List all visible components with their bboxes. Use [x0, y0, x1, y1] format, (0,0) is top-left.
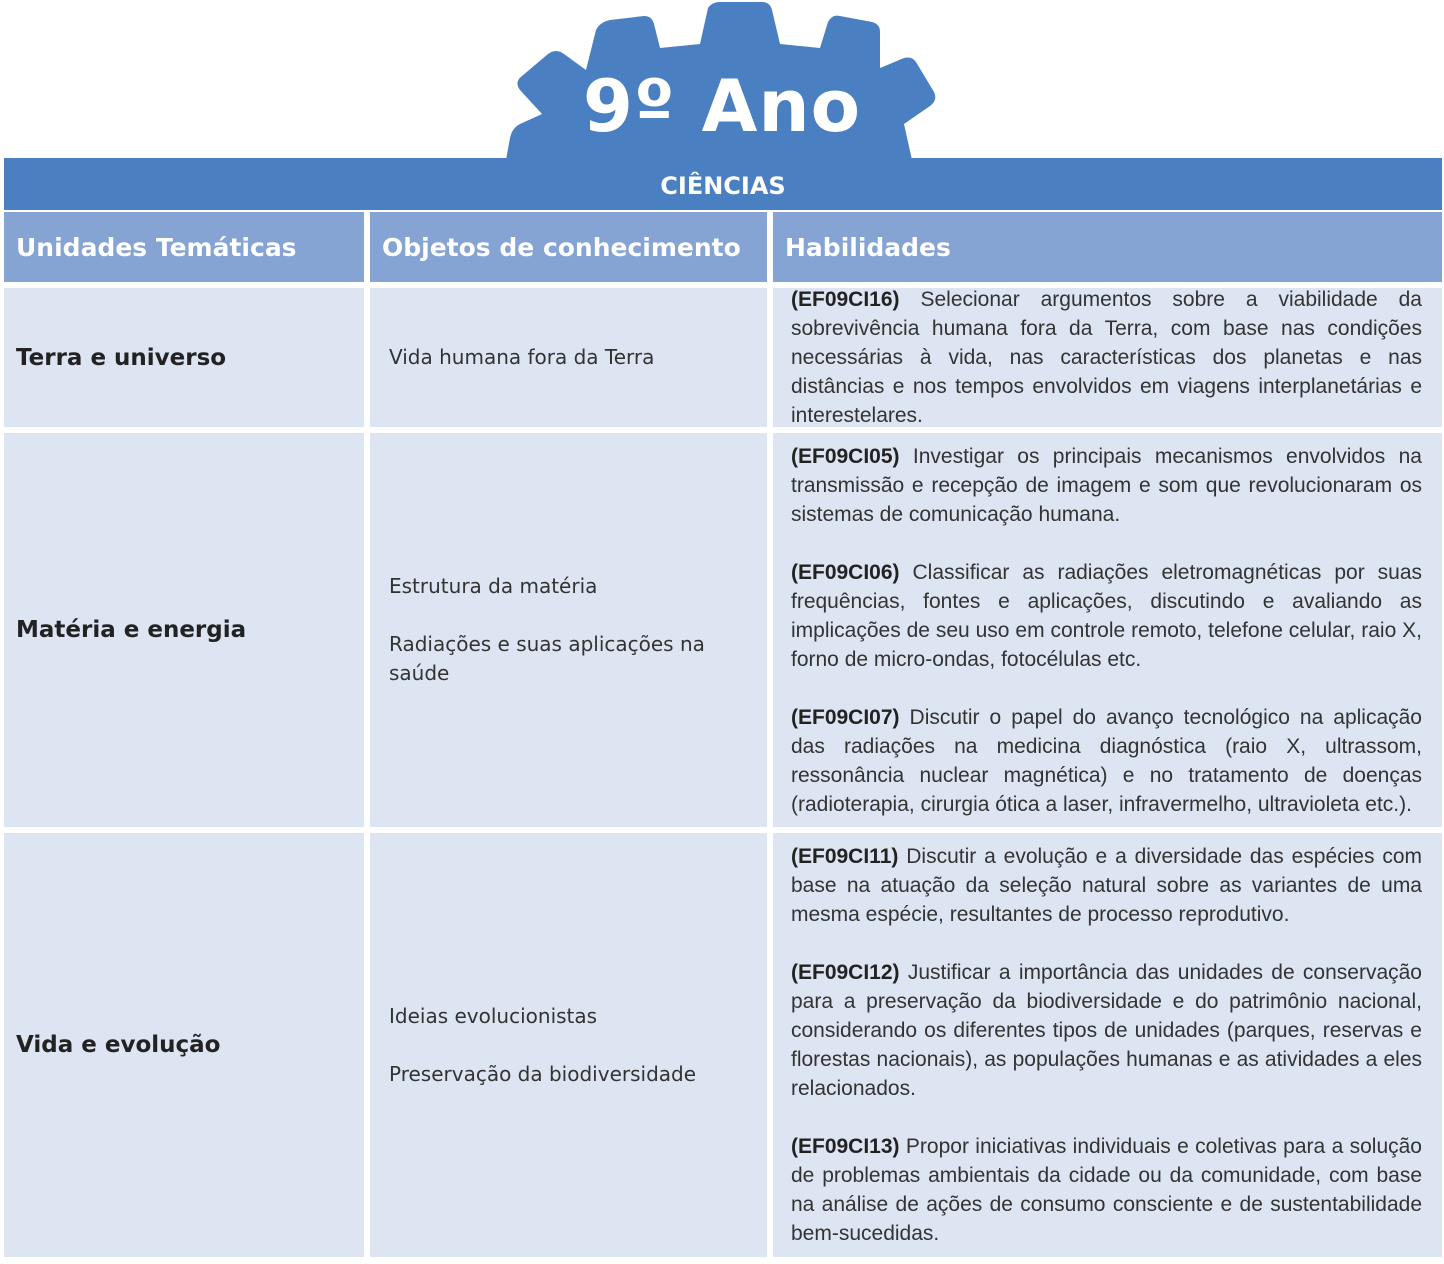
curriculum-table	[4, 212, 1442, 1257]
skill-code: (EF09CI16)	[791, 288, 900, 311]
column-header-units: Unidades Temáticas	[4, 212, 364, 282]
grade-title: 9º Ano	[582, 64, 862, 148]
skill-code: (EF09CI11)	[791, 845, 899, 868]
skill-item	[791, 442, 1422, 529]
unit-label: Vida e evolução	[16, 1032, 221, 1058]
object-item: Vida humana fora da Terra	[389, 345, 655, 369]
object-item: Preservação da biodiversidade	[389, 1061, 697, 1086]
unit-label: Terra e universo	[16, 344, 227, 371]
objects-cell	[370, 288, 767, 427]
unit-cell	[4, 433, 364, 827]
object-item: Ideias evolucionistas	[389, 1003, 598, 1028]
skill-code: (EF09CI12)	[791, 961, 900, 984]
skill-text: Classificar as radiações eletromagnéticas por suas frequências, fontes e aplicações, discutindo e avaliando as implicações de seu uso em controle remoto, telefone celular, raio X, forno de micro-ondas, fotocélulas etc.	[791, 560, 1422, 671]
skill-code: (EF09CI13)	[791, 1135, 900, 1158]
unit-label: Matéria e energia	[16, 617, 247, 643]
column-header-objects: Objetos de conhecimento	[370, 212, 767, 282]
object-item: Radiações e suas aplicações na saúde	[389, 632, 705, 685]
skill-text: Justificar a importância das unidades de conservação para a preservação da biodiversidade e do patrimônio nacional, considerando os diferentes tipos de unidades (parques, reservas e florestas nacionais), as populações humanas e as atividades a eles relacionados.	[791, 961, 1422, 1100]
column-header-skills: Habilidades	[773, 212, 1442, 282]
subject-banner: CIÊNCIAS	[4, 158, 1442, 210]
skills-cell	[773, 833, 1442, 1257]
unit-cell	[4, 833, 364, 1257]
skill-text: Propor iniciativas individuais e coletivas para a solução de problemas ambientais da cidade ou da comunidade, com base na análise de ações de consumo consciente e de sustentabilidade bem-sucedidas.	[791, 1135, 1422, 1245]
skill-item	[791, 558, 1422, 674]
skills-cell	[773, 288, 1442, 427]
skill-text: Discutir o papel do avanço tecnológico na aplicação das radiações na medicina diagnóstica (raio X, ultrassom, ressonância nuclear magnética) e no tratamento de doenças (radioterapia, cirurgia ótica a laser, infravermelho, ultravioleta etc.).	[791, 705, 1422, 816]
skill-item	[791, 1132, 1422, 1248]
skill-item	[791, 703, 1422, 819]
unit-cell	[4, 288, 364, 427]
skill-code: (EF09CI05)	[791, 444, 900, 468]
objects-cell	[370, 833, 767, 1257]
object-item: Estrutura da matéria	[389, 574, 598, 598]
skill-text: Investigar os principais mecanismos envolvidos na transmissão e recepção de imagem e som que revolucionaram os sistemas de comunicação humana.	[791, 444, 1422, 526]
skill-text: Discutir a evolução e a diversidade das espécies com base na atuação da seleção natural sobre as variantes de uma mesma espécie, resultantes de processo reprodutivo.	[791, 845, 1422, 926]
objects-cell	[370, 433, 767, 827]
skills-cell	[773, 433, 1442, 827]
skill-item	[791, 842, 1422, 929]
skill-item	[791, 285, 1422, 430]
skill-text: Selecionar argumentos sobre a viabilidade da sobrevivência humana fora da Terra, com base nas condições necessárias à vida, nas características dos planetas e nas distâncias e nos tempos envolvidos em viagens interplanetárias e interestelares.	[791, 288, 1422, 427]
skill-code: (EF09CI07)	[791, 705, 900, 729]
skill-item	[791, 958, 1422, 1103]
skill-code: (EF09CI06)	[791, 560, 900, 584]
